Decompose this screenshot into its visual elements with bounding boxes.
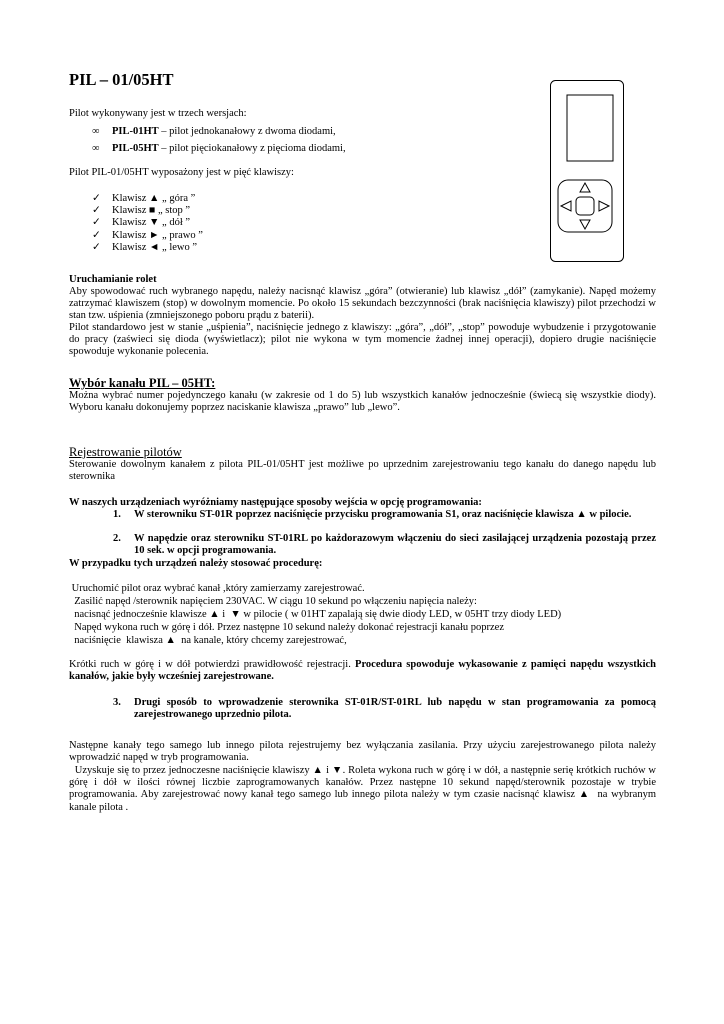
- method-item: [113, 697, 656, 721]
- next-paragraph-1: Następne kanały tego samego lub innego pilota rejestrujemy bez wyłączania zasilania. Przy użyciu zarejestrowanego pilota należy wprowadzić napęd w tryb programowania.: [69, 740, 656, 764]
- remote-display: [567, 95, 613, 161]
- methods-intro: W naszych urządzeniach wyróżniamy następujące sposoby wejścia w opcję programowania:: [69, 497, 482, 508]
- key-label: Klawisz ▼ „ dół ”: [112, 217, 191, 229]
- procedure-step: Uruchomić pilot oraz wybrać kanał ,który zamierzamy zarejestrować.: [69, 583, 365, 594]
- procedure-step: Zasilić napęd /sterownik napięciem 230VAC. W ciągu 10 sekund po włączeniu napięcia należy:: [69, 596, 477, 607]
- key-item: [92, 230, 203, 242]
- check-icon: ✓: [92, 241, 101, 253]
- confirm-text: Krótki ruch w górę i w dół potwierdzi prawidłowość rejestracji.: [69, 659, 356, 670]
- check-icon: ✓: [92, 193, 101, 204]
- procedure-intro: W przypadku tych urządzeń należy stosować procedurę:: [69, 558, 323, 569]
- key-item: [92, 193, 203, 205]
- check-icon: ✓: [92, 205, 101, 217]
- key-label: Klawisz ▲ „ góra ”: [112, 193, 196, 204]
- key-item: [92, 205, 203, 217]
- method-number: 2.: [113, 533, 121, 544]
- versions-intro: Pilot wykonywany jest w trzech wersjach:: [69, 108, 247, 119]
- confirm-warning: Procedura spowoduje wykasowanie z pamięci napędu wszystkich kanałów, jakie były wcześniej zarejestrowane.: [69, 659, 656, 683]
- check-icon: ✓: [92, 217, 101, 229]
- version-desc: – pilot jednokanałowy z dwoma diodami,: [158, 126, 336, 137]
- key-list: [92, 193, 203, 254]
- method-item: [113, 509, 656, 521]
- register-paragraph: Sterowanie dowolnym kanałem z pilota PIL-01/05HT jest możliwe po uprzednim zarejestrowaniu tego kanału do danego napędu lub sterownika: [69, 459, 656, 483]
- key-label: Klawisz ◄ „ lewo ”: [112, 241, 198, 253]
- run-paragraph-2: Pilot standardowo jest w stanie „uśpienia”, naciśnięcie jednego z klawiszy: „góra”, „dół”, „stop” powoduje wybudzenie i przygotowanie do pracy (zaświeci się dioda (wyświetlacz); pilot nie wykona w tym momencie żadnej innej operacji), dopiero drugie naciśnięcie spowoduje wykonanie polecenia.: [69, 322, 656, 358]
- page-title: PIL – 01/05HT: [69, 70, 174, 89]
- version-desc: – pilot pięciokanałowy z pięcioma diodami,: [158, 143, 346, 154]
- key-label: Klawisz ► „ prawo ”: [112, 229, 203, 241]
- method-text: W sterowniku ST-01R poprzez naciśnięcie przycisku programowania S1, oraz naciśnięcie klawisza ▲ w pilocie.: [134, 509, 632, 520]
- key-item: [92, 242, 203, 254]
- version-item: [92, 126, 336, 138]
- version-item: [92, 143, 346, 155]
- infinity-bullet-icon: ∞: [92, 143, 100, 154]
- method-item: [113, 533, 656, 557]
- stop-button-icon: [576, 197, 594, 215]
- procedure-step: naciśnięcie klawisza ▲ na kanale, który chcemy zarejestrować,: [69, 635, 347, 646]
- channel-paragraph: Można wybrać numer pojedynczego kanału (w zakresie od 1 do 5) lub wszystkich kanałów jednocześnie (świecą się wszystkie diody). Wyboru kanału dokonujemy poprzez naciskanie klawisza „prawo” lub „lewo”.: [69, 390, 656, 414]
- procedure-step: nacisnąć jednocześnie klawisze ▲ i ▼ w pilocie ( w 01HT zapalają się dwie diody LED, w 05HT trzy diody LED): [69, 609, 562, 620]
- method-number: 1.: [113, 509, 121, 520]
- run-heading: Uruchamianie rolet: [69, 274, 157, 285]
- run-paragraph-1: Aby spowodować ruch wybranego napędu, należy nacisnąć klawisz „góra” (otwieranie) lub klawisz „dół” (zamykanie). Napęd możemy zatrzymać klawiszem (stop) w dowolnym momencie. Po około 15 sekundach bezczynności (brak naciśnięcia klawiszy) pilot przechodzi w stan tzw. uśpienia (zmniejszonego poboru prądu z baterii).: [69, 286, 656, 322]
- keys-intro: Pilot PIL-01/05HT wyposażony jest w pięć klawiszy:: [69, 167, 294, 178]
- key-label: Klawisz ■ „ stop ”: [112, 205, 191, 217]
- confirm-paragraph: [69, 659, 656, 683]
- version-name: PIL-05HT: [112, 143, 159, 154]
- method-text: W napędzie oraz sterowniku ST-01RL po każdorazowym włączeniu do sieci zasilającej urządzenia pozostają przez 10 sek. w opcji programowania.: [134, 533, 656, 557]
- procedure-step: Napęd wykona ruch w górę i dół. Przez następne 10 sekund należy dokonać rejestracji kanału poprzez: [69, 622, 505, 633]
- version-name: PIL-01HT: [112, 126, 159, 137]
- register-heading: Rejestrowanie pilotów: [69, 445, 182, 459]
- method-text: Drugi sposób to wprowadzenie sterownika ST-01R/ST-01RL lub napędu w stan programowania za pomocą zarejestrowanego uprzednio pilota.: [134, 697, 656, 721]
- channel-heading: Wybór kanału PIL – 05HT:: [69, 376, 216, 390]
- key-item: [92, 217, 203, 229]
- infinity-bullet-icon: ∞: [92, 126, 100, 137]
- remote-control-illustration: [550, 80, 624, 262]
- next-paragraph-2: Uzyskuje się to przez jednoczesne naciśnięcie klawiszy ▲ i ▼. Roleta wykona ruch w górę i w dół, a następnie serię krótkich ruchów w górę i dół w ilości równej liczbie zaprogramowanych kanałów. Przez następne 10 sekund napęd/sterownik pozostaje w trybie programowania. Aby zarejestrować nowy kanał tego samego lub innego pilota należy w tym czasie nacisnąć klawisz ▲ na wybranym kanale pilota .: [69, 765, 659, 813]
- check-icon: ✓: [92, 229, 101, 241]
- method-number: 3.: [113, 697, 121, 708]
